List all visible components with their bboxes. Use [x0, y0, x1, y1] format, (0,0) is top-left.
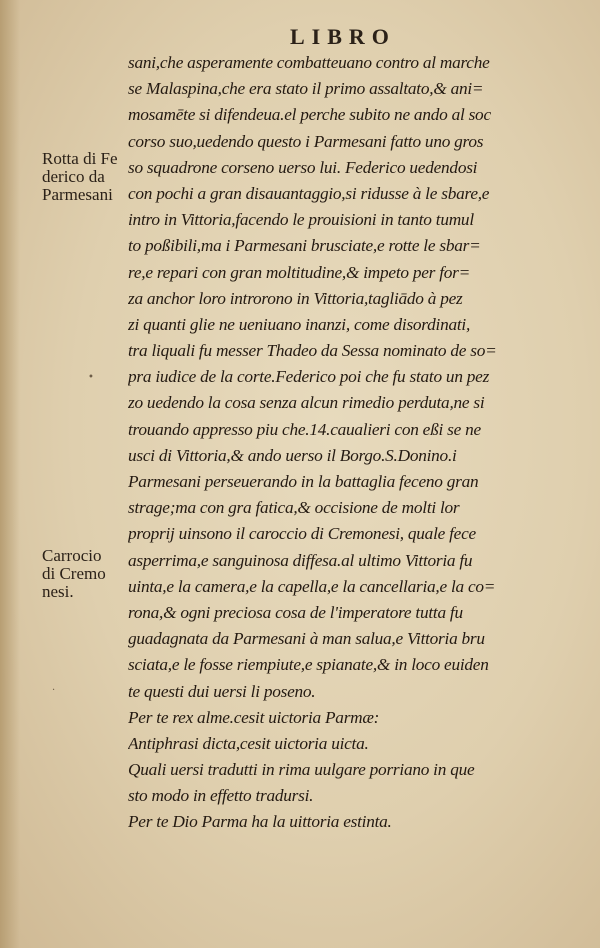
- text-line: intro in Vittoria,facendo le prouisioni in tanto tumul: [128, 210, 474, 230]
- text-line: asperrima,e sanguinosa diffesa.al ultimo Vittoria fu: [128, 550, 473, 570]
- margin-note-line: Parmesani: [42, 185, 113, 204]
- text-line: Per te Dio Parma ha la uittoria estinta.: [128, 812, 392, 832]
- margin-note-line: derico da: [42, 167, 105, 186]
- text-line: mosamēte si difendeua.el perche subito ne ando al soc: [128, 105, 491, 125]
- text-line: sciata,e le fosse riempiute,e spianate,& in loco euiden: [128, 655, 489, 675]
- text-line: te questi dui uersi li poseno.: [128, 681, 316, 701]
- margin-note-carrocio: [42, 547, 134, 601]
- margin-note-line: Carrocio: [42, 546, 102, 565]
- text-line: sto modo in effetto tradursi.: [128, 786, 314, 806]
- text-line: pra iudice de la corte.Federico poi che fu stato un pez: [128, 367, 490, 387]
- text-line: Antiphrasi dicta,cesit uictoria uicta.: [128, 733, 369, 753]
- text-line: tra liquali fu messer Thadeo da Sessa nominato de so=: [128, 341, 497, 361]
- text-line: Parmesani perseuerando in la battaglia feceno gran: [128, 472, 479, 491]
- text-line: zo uedendo la cosa senza alcun rimedio perduta,ne si: [128, 393, 485, 413]
- margin-note-rotta: [42, 150, 134, 204]
- text-line: con pochi a gran disauantaggio,si ridusse à le sbare,e: [128, 183, 490, 203]
- text-line: proprij uinsono il caroccio di Cremonesi, quale fece: [128, 524, 476, 544]
- paper-speck: ·: [52, 685, 56, 696]
- text-line: usci di Vittoria,& ando uerso il Borgo.S.Donino.i: [128, 445, 457, 465]
- text-line: rona,& ogni preciosa cosa de l'imperatore tutta fu: [128, 602, 463, 622]
- margin-note-line: di Cremo: [42, 564, 106, 583]
- text-line: Quali uersi tradutti in rima uulgare porriano in que: [128, 760, 475, 780]
- page-gutter-shadow: [0, 0, 20, 948]
- text-line: sani,che asperamente combatteuano contro al marche: [128, 53, 490, 72]
- text-line: za anchor loro introrono in Vittoria,tagliādo à pez: [128, 288, 463, 308]
- text-line: to poßibili,ma i Parmesani brusciate,e rotte le sbar=: [128, 236, 481, 256]
- text-line: re,e repari con gran moltitudine,& impeto per for=: [128, 262, 471, 282]
- text-line: strage;ma con gra fatica,& occisione de molti lor: [128, 498, 460, 518]
- paper-speck: •: [88, 372, 94, 383]
- running-head: LIBRO: [290, 24, 396, 49]
- margin-note-line: nesi.: [42, 582, 74, 601]
- text-line: uinta,e la camera,e la capella,e la cancellaria,e la co=: [128, 576, 496, 596]
- margin-note-line: Rotta di Fe: [42, 149, 118, 168]
- text-line: corso suo,uedendo questo i Parmesani fatto uno gros: [128, 131, 484, 151]
- text-line: guadagnata da Parmesani à man salua,e Vittoria bru: [128, 629, 485, 649]
- text-line: so squadrone corseno uerso lui. Federico uedendosi: [128, 157, 478, 177]
- text-line: Per te rex alme.cesit uictoria Parmæ:: [128, 707, 380, 727]
- text-line: trouando appresso piu che.14.caualieri con eßi se ne: [128, 419, 481, 439]
- text-line: se Malaspina,che era stato il primo assaltato,& ani=: [128, 79, 484, 99]
- text-line: zi quanti glie ne ueniuano inanzi, come disordinati,: [128, 314, 471, 334]
- body-text: [128, 50, 573, 836]
